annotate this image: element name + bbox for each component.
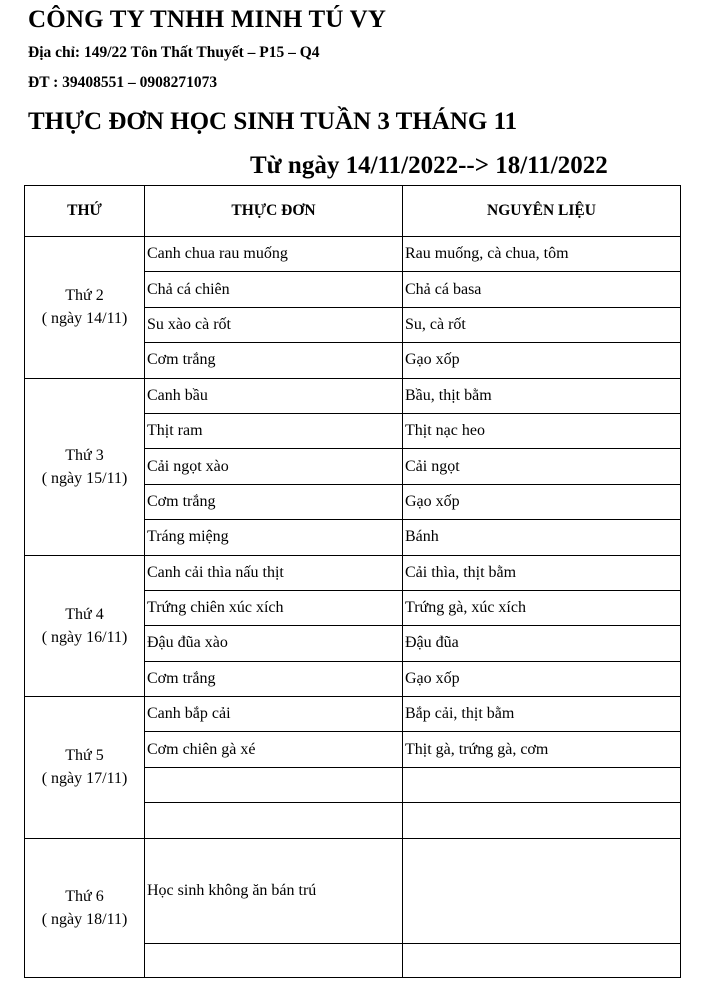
ingredients-cell: Gạo xốp — [403, 343, 681, 378]
dish-cell: Đậu đũa xào — [145, 626, 403, 661]
day-label: Thứ 4 — [65, 605, 104, 623]
date-range: Từ ngày 14/11/2022--> 18/11/2022 — [250, 152, 608, 179]
ingredients-cell: Rau muống, cà chua, tôm — [403, 237, 681, 272]
day-label: Thứ 2 — [65, 287, 104, 305]
ingredients-cell — [403, 803, 681, 838]
dish-cell — [145, 803, 403, 838]
ingredients-cell: Bánh — [403, 520, 681, 555]
dish-cell: Su xào cà rốt — [145, 307, 403, 342]
dish-cell: Trứng chiên xúc xích — [145, 590, 403, 625]
ingredients-cell — [403, 838, 681, 944]
dish-cell: Học sinh không ăn bán trú — [145, 838, 403, 944]
day-date: ( ngày 14/11) — [41, 310, 128, 328]
day-date: ( ngày 18/11) — [41, 910, 128, 928]
table-row — [25, 838, 681, 944]
ingredients-cell: Cải ngọt — [403, 449, 681, 484]
ingredients-cell: Thịt nạc heo — [403, 413, 681, 448]
day-cell-thursday — [25, 697, 145, 839]
header-day: THỨ — [25, 186, 145, 237]
menu-title: THỰC ĐƠN HỌC SINH TUẦN 3 THÁNG 11 — [28, 108, 518, 135]
company-name: CÔNG TY TNHH MINH TÚ VY — [28, 6, 387, 33]
table-row — [25, 378, 681, 413]
header-menu: THỰC ĐƠN — [145, 186, 403, 237]
dish-cell — [145, 767, 403, 802]
table-header-row — [25, 186, 681, 237]
day-date: ( ngày 15/11) — [41, 469, 128, 487]
ingredients-cell — [403, 767, 681, 802]
dish-cell: Canh cải thìa nấu thịt — [145, 555, 403, 590]
ingredients-cell: Chả cá basa — [403, 272, 681, 307]
dish-cell: Tráng miệng — [145, 520, 403, 555]
ingredients-cell: Bầu, thịt bằm — [403, 378, 681, 413]
ingredients-cell: Su, cà rốt — [403, 307, 681, 342]
ingredients-cell: Trứng gà, xúc xích — [403, 590, 681, 625]
ingredients-cell: Thịt gà, trứng gà, cơm — [403, 732, 681, 767]
table-row — [25, 697, 681, 732]
dish-cell: Chả cá chiên — [145, 272, 403, 307]
dish-cell: Canh bầu — [145, 378, 403, 413]
table-row — [25, 237, 681, 272]
company-phone: ĐT : 39408551 – 0908271073 — [28, 74, 218, 91]
day-cell-friday — [25, 838, 145, 978]
dish-cell: Cải ngọt xào — [145, 449, 403, 484]
ingredients-cell: Đậu đũa — [403, 626, 681, 661]
ingredients-cell — [403, 944, 681, 978]
day-cell-tuesday — [25, 378, 145, 555]
company-address: Địa chỉ: 149/22 Tôn Thất Thuyết – P15 – Q4 — [28, 44, 320, 61]
dish-cell: Cơm trắng — [145, 343, 403, 378]
day-date: ( ngày 17/11) — [41, 770, 128, 788]
table-row — [25, 555, 681, 590]
dish-cell: Thịt ram — [145, 413, 403, 448]
day-label: Thứ 3 — [65, 446, 104, 464]
dish-cell: Cơm trắng — [145, 661, 403, 696]
dish-cell: Canh bắp cải — [145, 697, 403, 732]
day-date: ( ngày 16/11) — [41, 628, 128, 646]
header-ingredients: NGUYÊN LIỆU — [403, 186, 681, 237]
dish-cell: Cơm chiên gà xé — [145, 732, 403, 767]
day-label: Thứ 5 — [65, 747, 104, 765]
day-cell-monday — [25, 237, 145, 379]
weekly-menu-table — [24, 185, 681, 978]
ingredients-cell: Bắp cải, thịt bằm — [403, 697, 681, 732]
day-label: Thứ 6 — [65, 887, 104, 905]
dish-cell — [145, 944, 403, 978]
day-cell-wednesday — [25, 555, 145, 697]
ingredients-cell: Gạo xốp — [403, 484, 681, 519]
ingredients-cell: Cải thìa, thịt bằm — [403, 555, 681, 590]
dish-cell: Cơm trắng — [145, 484, 403, 519]
dish-cell: Canh chua rau muống — [145, 237, 403, 272]
ingredients-cell: Gạo xốp — [403, 661, 681, 696]
